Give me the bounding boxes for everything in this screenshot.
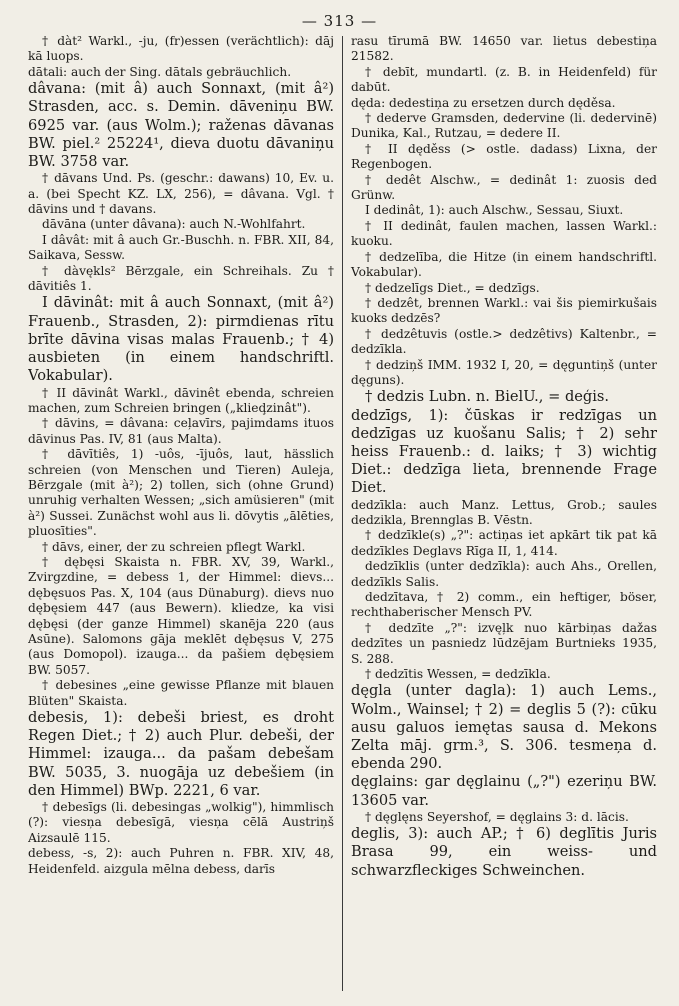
dictionary-entry: † II dedinât, faulen machen, lassen Warkl.: kuoku. <box>350 218 657 249</box>
dictionary-entry: † II dāvinât Warkl., dāvinêt ebenda, schreien machen, zum Schreien bringen („klieḑzinât"). <box>28 385 335 415</box>
dictionary-entry: dęda: dedestiņa zu ersetzen durch dęděsa. <box>350 95 616 110</box>
dictionary-entry: † dedêt Alschw., = dedinât 1: zuosis ded Grünw. <box>350 172 657 203</box>
dictionary-entry: † dedzêtuvis (ostle.> dedzêtivs) Kaltenbr., = dedzīkla. <box>350 326 657 357</box>
dictionary-entry: † dāvins, = dâvana: ceļavīrs, pajimdams ituos dāvinus Pas. IV, 81 (aus Malta). <box>28 416 335 446</box>
dictionary-entry: † debesīgs (li. debesingas „wolkig"), himmlisch (?): viesņa debesīgā, viesņa cēlā Austriņš Aizsaulē 115. <box>28 800 335 845</box>
dictionary-entry: debesis, 1): debeši briest, es droht Regen Diet.; † 2) auch Plur. debeši, der Himmel: izauga... da pašam debešam BW. 5035, 3. nuogāja uz debešiem (in den Himmel) BWp. 2221, 6 var. <box>28 709 335 799</box>
two-column-body <box>28 34 657 994</box>
dictionary-entry: † dęglęns Seyershof, = dęglains 3: d. lācis. <box>364 809 629 824</box>
dictionary-entry: † dāvans Und. Ps. (geschr.: dawans) 10, Ev. u. a. (bei Specht KZ. LX, 256), = dâvana. Vgl. † dāvins und † davans. <box>28 171 335 217</box>
dictionary-entry: I dāvinât: mit â auch Sonnaxt, (mit â²) Frauenb., Strasden, 2): pirmdienas rītu brīte dāvina visas malas Frauenb.; † 4) ausbieten (in einem handschriftl. Vokabular). <box>28 294 335 385</box>
dictionary-entry: deglis, 3): auch AP.; † 6) deglītis Juris Brasa 99, ein weiss- und schwarzfleckiges Schweinchen. <box>350 825 657 879</box>
dictionary-entry: dedzīgs, 1): čūskas ir redzīgas un dedzīgas uz kuošanu Salis; † 2) sehr heiss Frauenb.: d. laiks; † 3) wichtig Diet.: dedzīga lieta, brennende Frage Diet. <box>350 406 657 497</box>
right-column <box>343 34 657 994</box>
dictionary-entry: † dedzis Lubn. n. BielU., = deģis. <box>364 388 610 406</box>
dictionary-entry: † dedzīkle(s) „?": actiņas iet apkārt tik pat kā dedzīkles Deglavs Rīga II, 1, 414. <box>350 528 657 558</box>
dictionary-entry: dedzītava, † 2) comm., ein heftiger, böser, rechthaberischer Mensch PV. <box>350 590 657 620</box>
dictionary-entry: † dāvītiês, 1) -uôs, -ījuôs, laut, hässlich schreien (von Menschen und Tieren) Auleja, Bērzgale (mit à²); 2) tollen, sich (ohne Grund) unruhig verhalten Wessen; „sich amüsieren" (mit à²) Sussei. Zunächst wohl aus li. dōvytis „ālēties, pluosīties". <box>28 447 335 539</box>
dictionary-entry: debess, -s, 2): auch Puhren n. FBR. XIV, 48, Heidenfeld. aizgula mēlna debess, darīs <box>28 846 335 876</box>
dictionary-entry: dātali: auch der Sing. dātals gebräuchlich. <box>28 64 292 79</box>
dictionary-entry: † debīt, mundartl. (z. B. in Heidenfeld) für dabūt. <box>350 64 657 95</box>
page-number: — 313 — <box>301 12 378 30</box>
dictionary-entry: † debesines „eine gewisse Pflanze mit blauen Blüten" Skaista. <box>28 678 335 708</box>
dictionary-entry: † dederve Gramsden, dedervine (li. dedervinē) Dunika, Kal., Rutzau, = dedere II. <box>350 111 657 141</box>
dictionary-entry: † dàt² Warkl., -ju, (fr)essen (verächtlich): dāj kā luops. <box>28 34 335 64</box>
dictionary-entry: dęglains: gar dęglainu („?") ezeriņu BW. 13605 var. <box>350 773 657 809</box>
dictionary-entry: dāvāna (unter dâvana): auch N.-Wohlfahrt. <box>42 217 306 232</box>
dictionary-entry: † dedzītis Wessen, = dedzīkla. <box>364 667 551 682</box>
dictionary-entry: dęgla (unter dagla): 1) auch Lems., Wolm., Wainsel; † 2) = deglis 5 (?): cūku ausu galuos iemętas sausa d. Mekons Zelta māj. grm.³, S. 306. tesmeņa d. ebenda 290. <box>350 682 657 773</box>
dictionary-entry: dedzīklis (unter dedzīkla): auch Ahs., Orellen, dedzīkls Salis. <box>350 559 657 589</box>
dictionary-entry: † II dęděss (> ostle. dadass) Lixna, der Regenbogen. <box>350 141 657 172</box>
dictionary-entry: † dedziņš IMM. 1932 I, 20, = dęguntiņš (unter dęguns). <box>350 357 657 387</box>
dictionary-entry: rasu tīrumā BW. 14650 var. lietus debestiņa 21582. <box>350 34 657 64</box>
dictionary-entry: † dedzīte „?": izvęļk nuo kārbiņas dažas dedzītes un pasniedz lūdzējam Burtnieks 1935, S. 288. <box>350 620 657 666</box>
dictionary-entry: I dâvât: mit â auch Gr.-Buschh. n. FBR. XII, 84, Saikava, Sessw. <box>28 232 335 263</box>
dictionary-entry: † dàvękls² Bērzgale, ein Schreihals. Zu † dāvitiês 1. <box>28 263 335 294</box>
dictionary-entry: dedzīkla: auch Manz. Lettus, Grob.; saules dedzikla, Brennglas B. Vēstn. <box>350 497 657 527</box>
dictionary-entry: † dębęsi Skaista n. FBR. XV, 39, Warkl., Zvirgzdine, = debess 1, der Himmel: dievs... dębęsuos Pas. X, 104 (aus Dünaburg). dievs nuo dębęsiem 447 (aus Bewern). kliedze, ka visi dębęsi (der ganze Himmel) skanēja 220 (aus Asūne). Salomons gāja meklēt dębęsus V, 275 (aus Domopol). izauga... da pašiem dębęsiem BW. 5057. <box>28 554 335 677</box>
dictionary-entry: † dāvs, einer, der zu schreien pflegt Warkl. <box>42 539 306 554</box>
dictionary-entry: † dedzelība, die Hitze (in einem handschriftl. Vokabular). <box>350 249 657 280</box>
dictionary-entry: † dedzêt, brennen Warkl.: vai šis piemirkušais kuoks dedzēs? <box>350 295 657 326</box>
dictionary-entry: I dedinât, 1): auch Alschw., Sessau, Siuxt. <box>364 203 624 218</box>
left-column <box>28 34 342 994</box>
dictionary-entry: † dedzelīgs Diet., = dedzīgs. <box>364 280 540 295</box>
dictionary-entry: dâvana: (mit â) auch Sonnaxt, (mit â²) Strasden, acc. s. Demin. dāveniņu BW. 6925 var. (aus Wolm.); raženas dāvanas BW. piel.² 25224¹, dieva duotu dāvaniņu BW. 3758 var. <box>28 80 335 171</box>
